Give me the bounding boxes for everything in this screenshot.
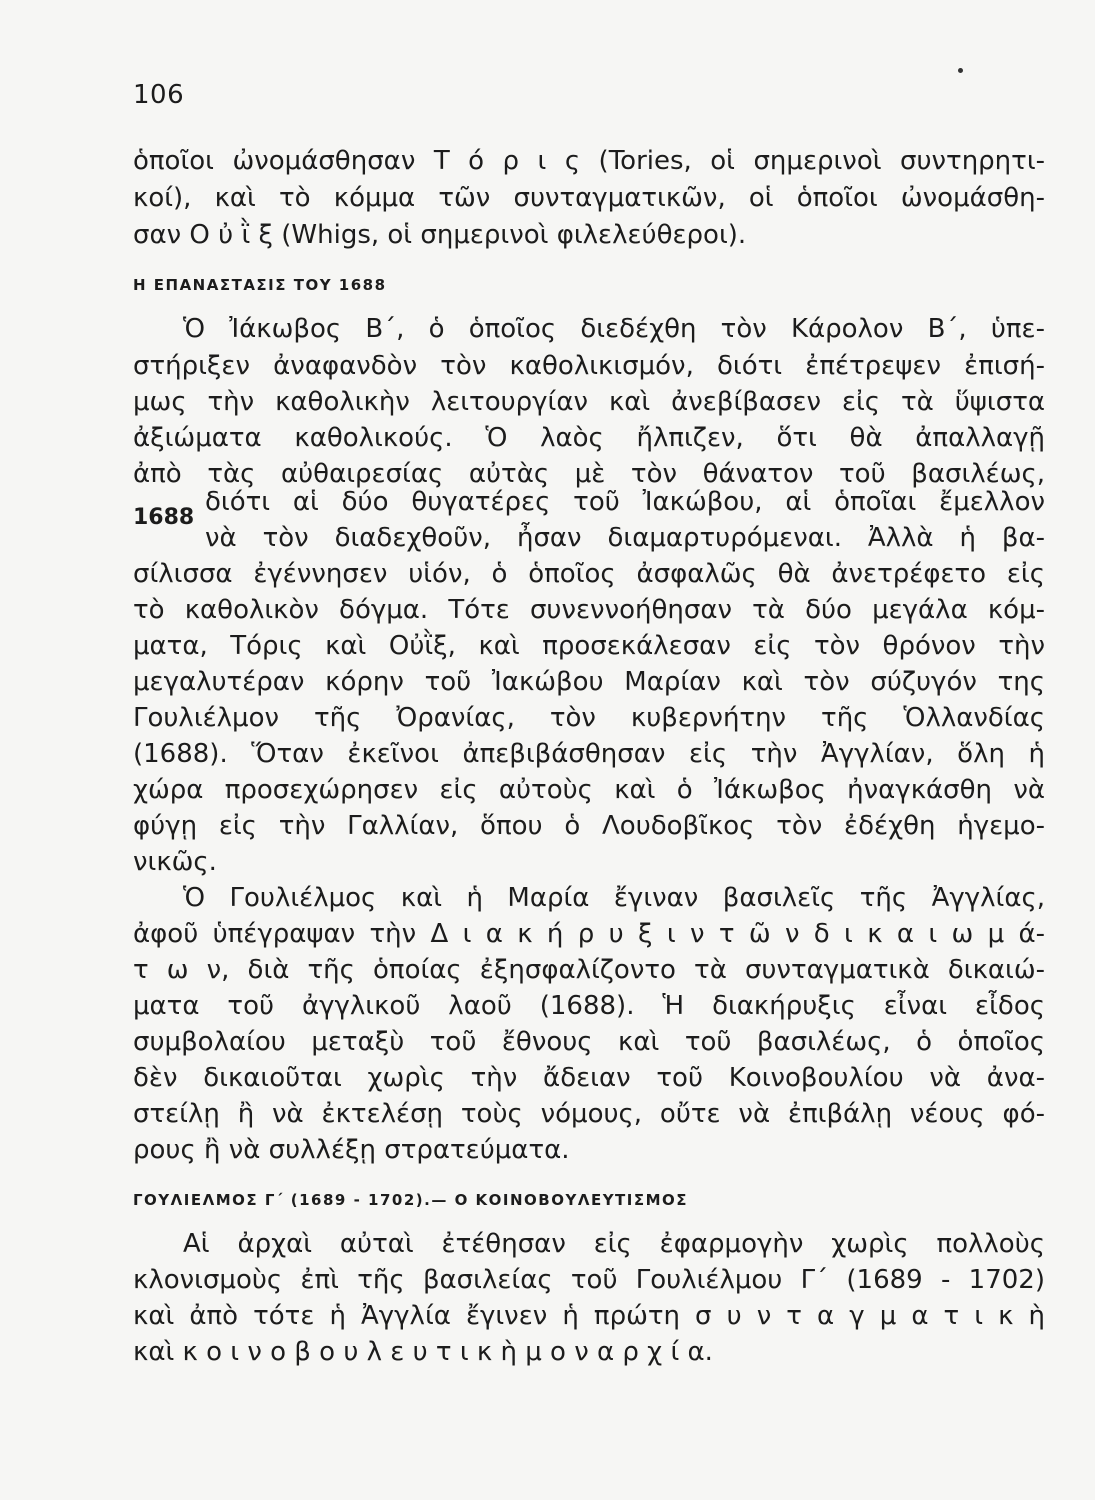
text-line: ματα, Τόρις καὶ Οὐῒξ, καὶ προσεκάλεσαν εἰς τὸν θρόνον τὴν: [133, 631, 1045, 661]
ink-dot: [958, 68, 963, 73]
text-line: στήριξεν ἀναφανδὸν τὸν καθολικισμόν, διότι ἐπέτρεψεν ἐπισή-: [133, 351, 1045, 381]
text-line: ρους ἢ νὰ συλλέξῃ στρατεύματα.: [133, 1135, 570, 1165]
text-line: νὰ τὸν διαδεχθοῦν, ἦσαν διαμαρτυρόμεναι. Ἀλλὰ ἡ βα-: [205, 523, 1045, 553]
text-line: ἀξιώματα καθολικούς. Ὁ λαὸς ἤλπιζεν, ὅτι θὰ ἀπαλλαγῇ: [133, 423, 1045, 453]
section-heading-william-iii: ΓΟΥΛΙΕΛΜΟΣ Γ΄ (1689 - 1702).— Ο ΚΟΙΝΟΒΟΥΛΕΥΤΙΣΜΟΣ: [133, 1191, 689, 1209]
text-line: μεγαλυτέραν κόρην τοῦ Ἰακώβου Μαρίαν καὶ τὸν σύζυγόν της: [133, 667, 1045, 697]
text-line: δὲν δικαιοῦται χωρὶς τὴν ἄδειαν τοῦ Κοινοβουλίου νὰ ἀνα-: [133, 1063, 1045, 1093]
text-line: σαν Ο ὐ ῒ ξ (Whigs, οἱ σημερινοὶ φιλελεύθεροι).: [133, 220, 747, 250]
page-number: 106: [133, 80, 185, 110]
text-line: Αἱ ἀρχαὶ αὐταὶ ἐτέθησαν εἰς ἐφαρμογὴν χωρὶς πολλοὺς: [183, 1229, 1045, 1259]
margin-year-note: 1688: [133, 505, 195, 530]
text-line: Ὁ Γουλιέλμος καὶ ἡ Μαρία ἔγιναν βασιλεῖς τῆς Ἀγγλίας,: [183, 883, 1045, 913]
section-heading-revolution: Η ΕΠΑΝΑΣΤΑΣΙΣ ΤΟΥ 1688: [133, 276, 387, 294]
text-line: χώρα προσεχώρησεν εἰς αὐτοὺς καὶ ὁ Ἰάκωβος ἠναγκάσθη νὰ: [133, 775, 1045, 805]
text-line: διότι αἱ δύο θυγατέρες τοῦ Ἰακώβου, αἱ ὁποῖαι ἔμελλον: [205, 487, 1045, 517]
text-line: (1688). Ὅταν ἐκεῖνοι ἀπεβιβάσθησαν εἰς τὴν Ἀγγλίαν, ὅλη ἡ: [133, 739, 1045, 769]
text-line: ἀπὸ τὰς αὐθαιρεσίας αὐτὰς μὲ τὸν θάνατον τοῦ βασιλέως,: [133, 459, 1045, 489]
text-line: κοί), καὶ τὸ κόμμα τῶν συνταγματικῶν, οἱ ὁποῖοι ὠνομάσθη-: [133, 183, 1045, 213]
text-line: Ὁ Ἰάκωβος Β΄, ὁ ὁποῖος διεδέχθη τὸν Κάρολον Β΄, ὑπε-: [183, 314, 1045, 344]
text-line: σίλισσα ἐγέννησεν υἱόν, ὁ ὁποῖος ἀσφαλῶς θὰ ἀνετρέφετο εἰς: [133, 559, 1045, 589]
text-line: μως τὴν καθολικὴν λειτουργίαν καὶ ἀνεβίβασεν εἰς τὰ ὕψιστα: [133, 387, 1045, 417]
text-line: κλονισμοὺς ἐπὶ τῆς βασιλείας τοῦ Γουλιέλμου Γ΄ (1689 - 1702): [133, 1265, 1045, 1295]
text-line: τὸ καθολικὸν δόγμα. Τότε συνεννοήθησαν τὰ δύο μεγάλα κόμ-: [133, 595, 1045, 625]
text-line: καὶ κ ο ι ν ο β ο υ λ ε υ τ ι κ ὴ μ ο ν α ρ χ ί α.: [133, 1337, 713, 1367]
text-line: τ ω ν, διὰ τῆς ὁποίας ἐξησφαλίζοντο τὰ συνταγματικὰ δικαιώ-: [133, 955, 1045, 985]
text-line: ἀφοῦ ὑπέγραψαν τὴν Δ ι α κ ή ρ υ ξ ι ν τ ῶ ν δ ι κ α ι ω μ ά-: [133, 919, 1045, 949]
text-line: φύγῃ εἰς τὴν Γαλλίαν, ὅπου ὁ Λουδοβῖκος τὸν ἐδέχθη ἡγεμο-: [133, 811, 1045, 841]
text-line: καὶ ἀπὸ τότε ἡ Ἀγγλία ἔγινεν ἡ πρώτη σ υ ν τ α γ μ α τ ι κ ὴ: [133, 1301, 1045, 1331]
text-line: ματα τοῦ ἀγγλικοῦ λαοῦ (1688). Ἡ διακήρυξις εἶναι εἶδος: [133, 991, 1045, 1021]
text-line: νικῶς.: [133, 847, 217, 877]
text-line: ὁποῖοι ὠνομάσθησαν Τ ό ρ ι ς (Tories, οἱ σημερινοὶ συντηρητι-: [133, 146, 1045, 176]
text-line: Γουλιέλμον τῆς Ὀρανίας, τὸν κυβερνήτην τῆς Ὁλλανδίας: [133, 703, 1045, 733]
text-line: στείλῃ ἢ νὰ ἐκτελέσῃ τοὺς νόμους, οὔτε νὰ ἐπιβάλῃ νέους φό-: [133, 1099, 1045, 1129]
text-line: συμβολαίου μεταξὺ τοῦ ἔθνους καὶ τοῦ βασιλέως, ὁ ὁποῖος: [133, 1027, 1045, 1057]
